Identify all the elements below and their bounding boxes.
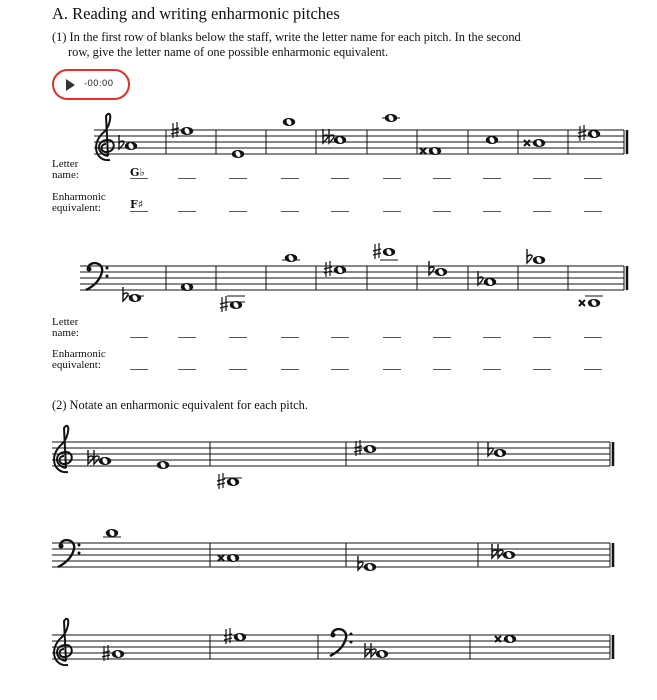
enharmonic-label-2: Enharmonic equivalent:: [52, 348, 106, 371]
note: [383, 248, 395, 256]
flat-icon: [371, 643, 376, 657]
sharp-icon: [220, 296, 228, 312]
note: [588, 130, 600, 138]
note: [157, 461, 169, 469]
flat-icon: [429, 261, 434, 275]
flat-icon: [88, 450, 93, 464]
note: [99, 457, 111, 465]
treble-clef-icon: [54, 426, 72, 472]
flat-icon: [123, 287, 128, 301]
sharp-icon: [217, 473, 225, 489]
note: [227, 478, 239, 486]
note: [227, 554, 239, 562]
note: [364, 563, 376, 571]
section-title: A. Reading and writing enharmonic pitches: [52, 4, 340, 23]
note: [285, 254, 297, 262]
note: [494, 449, 506, 457]
instruction-part2: (2) Notate an enharmonic equivalent for each pitch.: [52, 398, 308, 412]
treble-clef-icon: [96, 114, 114, 160]
note: [503, 551, 515, 559]
enharmonic-label: Enharmonic equivalent:: [52, 191, 106, 214]
treble-clef-icon: [54, 619, 72, 665]
note: [429, 147, 441, 155]
sharp-icon: [578, 125, 586, 141]
instruction-part1-line1: (1) In the first row of blanks below the staff, write the letter name for each pitch. In the second: [52, 30, 521, 44]
audio-time: -00:00: [84, 79, 114, 89]
note: [484, 278, 496, 286]
note: [230, 301, 242, 309]
note: [125, 142, 137, 150]
flat-icon: [492, 544, 497, 558]
note: [385, 114, 397, 122]
note: [283, 118, 295, 126]
note: [232, 150, 244, 158]
sharp-icon: [373, 243, 381, 259]
bass-clef-icon: [86, 263, 109, 290]
letter-name-label-2: Letter name:: [52, 316, 79, 339]
note: [112, 650, 124, 658]
note: [181, 283, 193, 291]
example-letter-answer: G♭: [130, 166, 145, 179]
note: [533, 139, 545, 147]
bass-clef-icon: [330, 629, 353, 656]
sharp-icon: [224, 628, 232, 644]
bass-clef-icon: [58, 540, 81, 567]
note: [334, 136, 346, 144]
note: [334, 266, 346, 274]
double-sharp-icon: [524, 140, 530, 146]
note: [129, 294, 141, 302]
note: [533, 256, 545, 264]
flat-icon: [527, 249, 532, 263]
flat-icon: [94, 450, 99, 464]
flat-icon: [358, 556, 363, 570]
note: [588, 299, 600, 307]
flat-icon: [498, 544, 503, 558]
note: [181, 127, 193, 135]
note: [364, 445, 376, 453]
instruction-part1-line2: row, give the letter name of one possible enharmonic equivalent.: [68, 45, 389, 59]
note: [435, 268, 447, 276]
double-sharp-icon: [579, 300, 585, 306]
note: [234, 633, 246, 641]
double-sharp-icon: [218, 555, 224, 561]
note: [486, 136, 498, 144]
sharp-icon: [324, 261, 332, 277]
note: [504, 635, 516, 643]
letter-name-label: Letter name:: [52, 158, 79, 181]
note: [106, 529, 118, 537]
example-enharmonic-answer: F♯: [130, 198, 144, 211]
flat-icon: [365, 643, 370, 657]
note: [376, 650, 388, 658]
double-sharp-icon: [420, 148, 426, 154]
